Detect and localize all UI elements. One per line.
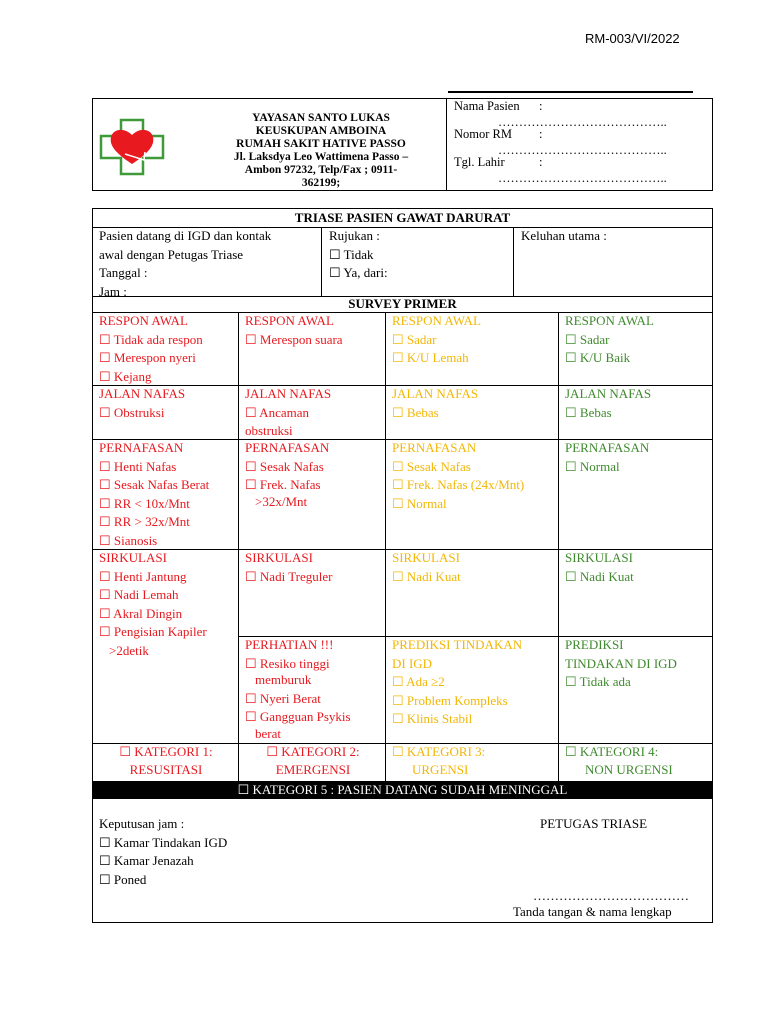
section-heading: DI IGD [392,655,433,671]
hospital-heart-cross-logo [99,118,165,176]
checkbox-item[interactable]: ☐ Poned [99,871,147,887]
triage-officer-label: PETUGAS TRIASE [540,816,648,831]
checkbox-item[interactable]: ☐ Obstruksi [99,404,165,420]
checkbox-item[interactable]: ☐ Pengisian Kapiler [99,624,207,639]
col4-sirkulasi [565,549,634,586]
institution-line: YAYASAN SANTO LUKAS [252,112,390,124]
survey-primer-title: SURVEY PRIMER [348,296,457,311]
kategori-name: RESUSITASI [129,762,203,777]
kategori-5-bar[interactable]: ☐ KATEGORI 5 : PASIEN DATANG SUDAH MENINGGAL [93,781,712,799]
checkbox-item[interactable]: ☐ Nyeri Berat [245,690,321,706]
checkbox-item-continuation: >2detik [109,642,149,658]
checkbox-item[interactable]: ☐ Frek. Nafas [245,477,321,492]
checkbox-item[interactable]: ☐ Ancaman [245,404,309,420]
date-label[interactable]: Tanggal : [99,265,148,280]
checkbox-item-continuation: >32x/Mnt [255,493,308,509]
divider [513,227,514,296]
divider [385,312,386,781]
kategori-name: URGENSI [412,762,469,777]
colon: : [539,127,543,141]
checkbox-item[interactable]: ☐ Frek. Nafas (24x/Mnt) [392,477,525,492]
checkbox-item[interactable]: ☐ Normal [392,495,447,511]
patient-name-row [454,99,542,114]
institution-line: 362199; [301,177,341,189]
section-heading: PREDIKSI [565,637,624,652]
kategori-label: ☐ KATEGORI 1: [119,744,213,759]
rm-number-field[interactable]: ………………………………….. [498,143,667,157]
kategori-3[interactable] [392,743,512,779]
kategori-1[interactable] [99,743,233,779]
chief-complaint-label[interactable]: Keluhan utama : [521,228,607,243]
divider [238,312,239,781]
col4-jalan-nafas [565,385,651,422]
section-heading: PERHATIAN !!! [245,637,334,652]
section-heading: TINDAKAN DI IGD [565,655,677,671]
checkbox-item[interactable]: ☐ Klinis Stabil [392,711,473,726]
checkbox-item[interactable]: ☐ K/U Lemah [392,350,469,365]
institution-line: KEUSKUPAN AMBOINA [255,125,387,137]
checkbox-item[interactable]: ☐ Kejang [99,368,152,384]
divider [321,227,322,296]
checkbox-item[interactable]: ☐ Normal [565,458,620,474]
checkbox-item[interactable]: ☐ Henti Jantung [99,568,187,584]
referral-label: Rujukan : [329,228,380,243]
checkbox-item[interactable]: ☐ Nadi Kuat [565,568,634,584]
col1-sirkulasi [99,549,207,660]
col2-perhatian [245,636,351,743]
referral-yes-checkbox[interactable]: ☐ Ya, dari: [329,265,388,280]
patient-id-panel [446,99,712,190]
col2-respon-awal [245,312,343,349]
section-heading: SIRKULASI [245,550,313,565]
institution-line: RUMAH SAKIT HATIVE PASSO [236,138,406,150]
section-heading: RESPON AWAL [245,313,334,328]
col3-jalan-nafas [392,385,478,422]
kategori-2[interactable] [243,743,383,779]
kategori-name: NON URGENSI [585,762,673,777]
institution-text [211,112,431,190]
section-heading: JALAN NAFAS [245,386,332,401]
col4-prediksi [565,636,677,692]
decision-section [99,815,227,889]
checkbox-item-continuation: obstruksi [245,423,293,438]
checkbox-item[interactable]: ☐ RR > 32x/Mnt [99,514,190,529]
checkbox-item[interactable]: ☐ Kamar Jenazah [99,853,194,868]
col1-pernafasan [99,439,209,550]
kategori-4[interactable] [565,743,705,779]
dob-field[interactable]: ………………………………….. [498,171,667,185]
checkbox-item[interactable]: ☐ Sesak Nafas [392,458,471,474]
rm-number-row [454,127,542,142]
col3-sirkulasi [392,549,461,586]
section-heading: SIRKULASI [392,550,460,565]
patient-name-label: Nama Pasien [454,99,520,113]
checkbox-item-continuation: berat [255,725,281,741]
col4-respon-awal [565,312,654,368]
decision-time-label[interactable]: Keputusan jam : [99,816,185,831]
checkbox-item[interactable]: ☐ Bebas [565,404,612,420]
checkbox-item[interactable]: ☐ Ada ≥2 [392,674,445,689]
checkbox-item[interactable]: ☐ Kamar Tindakan IGD [99,834,228,850]
arrival-text: awal dengan Petugas Triase [99,246,244,262]
checkbox-item[interactable]: ☐ Merespon nyeri [99,350,196,365]
kategori-label: ☐ KATEGORI 3: [392,744,486,759]
colon: : [539,155,543,169]
triage-form [92,208,713,923]
checkbox-item[interactable]: ☐ Sadar [565,331,610,347]
checkbox-item[interactable]: ☐ Tidak ada respon [99,331,203,347]
col3-respon-awal [392,312,481,368]
divider [558,312,559,781]
col4-pernafasan [565,439,649,476]
section-heading: SIRKULASI [99,550,167,565]
col3-pernafasan [392,439,524,513]
colon: : [539,99,543,113]
section-heading: JALAN NAFAS [565,386,652,401]
checkbox-item[interactable]: ☐ RR < 10x/Mnt [99,495,190,511]
checkbox-item[interactable]: ☐ Merespon suara [245,331,343,347]
section-heading: PERNAFASAN [99,440,184,455]
col2-jalan-nafas [245,385,331,441]
chief-complaint-cell [521,227,607,246]
rm-number-label: Nomor RM [454,127,512,141]
checkbox-item[interactable]: ☐ K/U Baik [565,350,631,365]
section-heading: SIRKULASI [565,550,633,565]
checkbox-item[interactable]: ☐ Problem Kompleks [392,692,508,708]
checkbox-item[interactable]: ☐ Henti Nafas [99,458,177,474]
checkbox-item[interactable]: ☐ Nadi Lemah [99,587,179,602]
referral-no-checkbox[interactable]: ☐ Tidak [329,246,374,262]
checkbox-item-continuation: memburuk [255,672,312,687]
kategori-label: ☐ KATEGORI 2: [266,744,360,759]
checkbox-item[interactable]: ☐ Sesak Nafas [245,458,324,474]
checkbox-item[interactable]: ☐ Tidak ada [565,674,631,689]
arrival-cell [99,227,271,301]
signature-line[interactable]: ……………………………… [533,888,689,903]
header-box [92,98,713,191]
checkbox-item[interactable]: ☐ Nadi Treguler [245,568,333,584]
section-heading: PERNAFASAN [565,440,650,455]
dob-label: Tgl. Lahir [454,155,505,169]
arrival-text: Pasien datang di IGD dan kontak [99,228,272,243]
checkbox-item[interactable]: ☐ Sianosis [99,532,158,548]
kategori-name: EMERGENSI [275,762,351,777]
dob-row [454,155,542,170]
section-heading: JALAN NAFAS [99,386,186,401]
checkbox-item[interactable]: ☐ Nadi Kuat [392,568,461,584]
time-label[interactable]: Jam : [99,283,127,299]
patient-name-field[interactable]: ………………………………….. [498,115,667,129]
form-title: TRIASE PASIEN GAWAT DARURAT [294,210,511,225]
institution-line: Ambon 97232, Telp/Fax ; 0911- [244,164,398,176]
section-heading: RESPON AWAL [99,313,188,328]
section-heading: PREDIKSI TINDAKAN [392,637,523,652]
section-heading: PERNAFASAN [392,440,477,455]
institution-panel [93,99,447,190]
section-heading: JALAN NAFAS [392,386,479,401]
referral-cell [329,227,388,283]
checkbox-item[interactable]: ☐ Sesak Nafas Berat [99,477,210,492]
checkbox-item[interactable]: ☐ Bebas [392,404,439,420]
section-heading: PERNAFASAN [245,440,330,455]
col2-sirkulasi [245,549,332,586]
signature-label: Tanda tangan & nama lengkap [513,904,672,919]
checkbox-item[interactable]: ☐ Akral Dingin [99,605,183,621]
section-heading: RESPON AWAL [392,313,481,328]
institution-line: Jl. Laksdya Leo Wattimena Passo – [233,151,409,163]
kategori-label: ☐ KATEGORI 4: [565,744,659,759]
checkbox-item[interactable]: ☐ Sadar [392,331,437,347]
checkbox-item[interactable]: ☐ Gangguan Psykis [245,709,351,724]
col1-jalan-nafas [99,385,185,422]
section-heading: RESPON AWAL [565,313,654,328]
checkbox-item[interactable]: ☐ Resiko tinggi [245,655,330,671]
col1-respon-awal [99,312,203,386]
document-code: RM-003/VI/2022 [585,31,680,46]
col2-pernafasan [245,439,329,511]
col3-prediksi [392,636,522,729]
